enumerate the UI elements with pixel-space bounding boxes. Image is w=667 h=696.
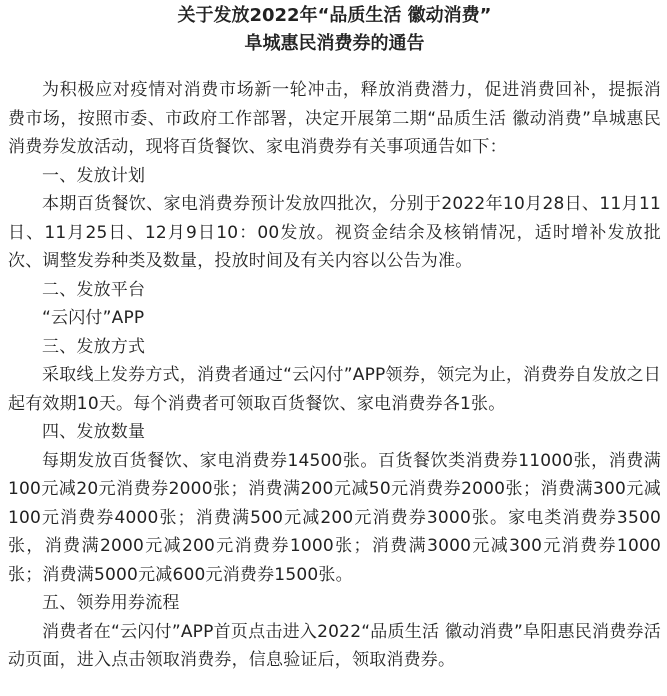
section-heading-method: 三、发放方式 xyxy=(42,336,146,357)
notice-body xyxy=(8,76,661,675)
notice-title-line2: 阜城惠民消费券的通告 xyxy=(244,33,425,54)
section-text-platform: “云闪付”APP xyxy=(42,308,145,328)
section-heading-platform: 二、发放平台 xyxy=(42,279,146,300)
intro-paragraph: 为积极应对疫情对消费市场新一轮冲击，释放消费潜力，促进消费回补，提振消费市场，按照市委、市政府工作部署，决定开展第二期“品质生活 徽动消费”阜城惠民消费券发放活动，现将百货餐饮、家电消费券有关事项通告如下： xyxy=(8,80,661,157)
section-text-process: 消费者在“云闪付”APP首页点击进入2022“品质生活 徽动消费”阜阳惠民消费券活动页面，进入点击领取消费券，信息验证后，领取消费券。 xyxy=(8,621,661,670)
section-text-method: 采取线上发券方式，消费者通过“云闪付”APP领券，领完为止，消费券自发放之日起有效期10天。每个消费者可领取百货餐饮、家电消费券各1张。 xyxy=(8,365,661,414)
section-heading-plan: 一、发放计划 xyxy=(42,165,146,186)
notice-title-line1: 关于发放2022年“品质生活 徽动消费” xyxy=(177,5,492,26)
section-text-plan: 本期百货餐饮、家电消费券预计发放四批次，分别于2022年10月28日、11月11日、11月25日、12月9日10：00发放。视资金结余及核销情况，适时增补发放批次、调整发券种类及数量，投放时间及有关内容以公告为准。 xyxy=(8,194,661,271)
section-heading-process: 五、领券用券流程 xyxy=(42,593,180,613)
section-heading-quantity: 四、发放数量 xyxy=(42,422,146,442)
section-text-quantity: 每期发放百货餐饮、家电消费券14500张。百货餐饮类消费券11000张，消费满100元减20元消费券2000张；消费满200元减50元消费券2000张；消费满300元减100元消费券4000张；消费满500元减200元消费券3000张。家电类消费券3500张，消费满2000元减200元消费券1000张；消费满3000元减300元消费券1000张；消费满5000元减600元消费券1500张。 xyxy=(8,450,661,585)
